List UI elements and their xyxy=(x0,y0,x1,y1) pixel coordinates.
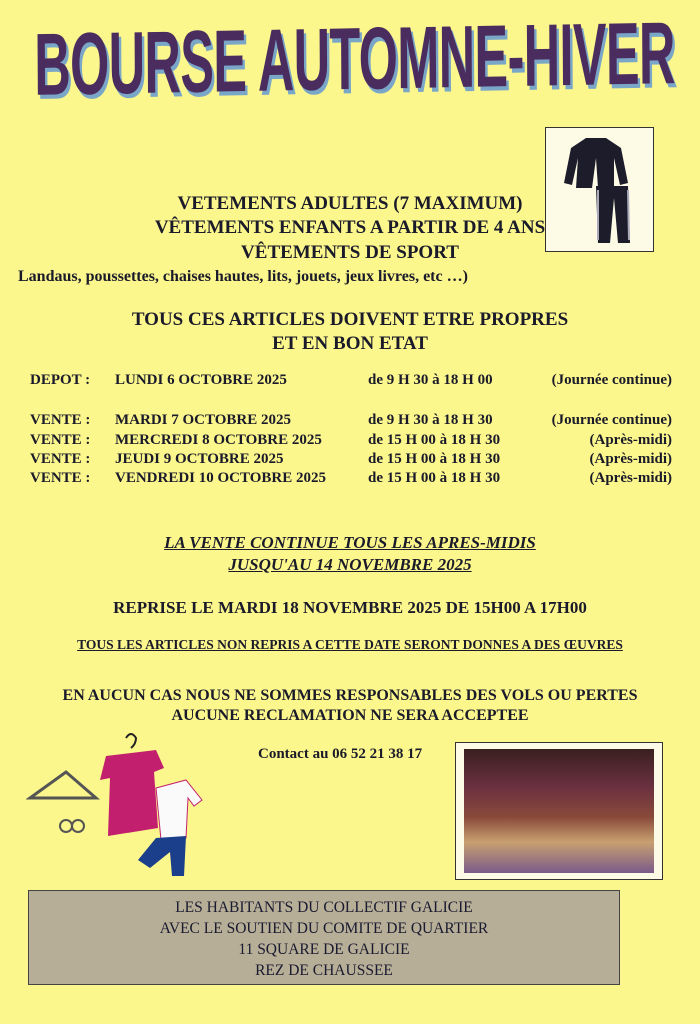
disclaimer-line: EN AUCUN CAS NOUS NE SOMMES RESPONSABLES DES VOLS OU PERTES xyxy=(62,687,638,704)
contact-text: Contact au 06 52 21 38 17 xyxy=(258,746,423,762)
footer-line: REZ DE CHAUSSEE xyxy=(255,962,393,979)
item-line: VETEMENTS ADULTES (7 MAXIMUM) xyxy=(177,193,523,214)
row-date: LUNDI 6 OCTOBRE 2025 xyxy=(115,372,287,388)
row-hours: de 9 H 30 à 18 H 30 xyxy=(368,412,493,428)
schedule-row xyxy=(30,470,672,490)
schedule-row xyxy=(30,412,672,432)
row-kind: VENTE : xyxy=(30,451,91,467)
disclaimer-line: AUCUNE RECLAMATION NE SERA ACCEPTEE xyxy=(171,707,529,724)
schedule-row xyxy=(30,372,672,392)
row-date: VENDREDI 10 OCTOBRE 2025 xyxy=(115,470,327,486)
schedule-row xyxy=(30,432,672,452)
footer-box xyxy=(28,890,620,985)
reprise-text: REPRISE LE MARDI 18 NOVEMBRE 2025 DE 15H00 A 17H00 xyxy=(113,598,587,617)
footer-line: 11 SQUARE DE GALICIE xyxy=(238,941,410,958)
condition-line: TOUS CES ARTICLES DOIVENT ETRE PROPRES xyxy=(131,309,569,330)
clothes-hanger-icon xyxy=(26,728,208,878)
row-date: JEUDI 9 OCTOBRE 2025 xyxy=(115,451,284,467)
row-date: MERCREDI 8 OCTOBRE 2025 xyxy=(115,432,322,448)
donation-notice: TOUS LES ARTICLES NON REPRIS A CETTE DATE SERONT DONNES A DES ŒUVRES xyxy=(77,637,623,652)
sale-photo xyxy=(455,742,663,880)
row-note: (Après-midi) xyxy=(589,470,672,486)
condition-line: ET EN BON ETAT xyxy=(272,333,428,354)
row-hours: de 15 H 00 à 18 H 30 xyxy=(368,451,501,467)
item-line: VÊTEMENTS DE SPORT xyxy=(241,242,459,263)
row-kind: VENTE : xyxy=(30,432,91,448)
row-hours: de 9 H 30 à 18 H 00 xyxy=(368,372,493,388)
footer-line: AVEC LE SOUTIEN DU COMITE DE QUARTIER xyxy=(159,920,489,937)
clothes-illustration xyxy=(26,728,208,878)
row-note: (Après-midi) xyxy=(589,432,672,448)
row-hours: de 15 H 00 à 18 H 30 xyxy=(368,470,501,486)
row-note: (Journée continue) xyxy=(551,372,672,388)
row-hours: de 15 H 00 à 18 H 30 xyxy=(368,432,501,448)
continuation-line: LA VENTE CONTINUE TOUS LES APRES-MIDIS xyxy=(164,533,536,552)
row-kind: VENTE : xyxy=(30,412,91,428)
row-kind: DEPOT : xyxy=(30,372,91,388)
schedule-row xyxy=(30,451,672,471)
items-extra: Landaus, poussettes, chaises hautes, lits, jouets, jeux livres, etc …) xyxy=(18,268,468,285)
continuation-line: JUSQU'AU 14 NOVEMBRE 2025 xyxy=(228,555,472,574)
footer-line: LES HABITANTS DU COLLECTIF GALICIE xyxy=(175,899,473,916)
row-kind: VENTE : xyxy=(30,470,91,486)
row-date: MARDI 7 OCTOBRE 2025 xyxy=(115,412,291,428)
item-line: VÊTEMENTS ENFANTS A PARTIR DE 4 ANS xyxy=(154,217,546,238)
row-note: (Journée continue) xyxy=(551,412,672,428)
poster-title: BOURSE AUTOMNE-HIVER xyxy=(34,3,676,114)
row-note: (Après-midi) xyxy=(589,451,672,467)
photo-content xyxy=(464,749,654,873)
